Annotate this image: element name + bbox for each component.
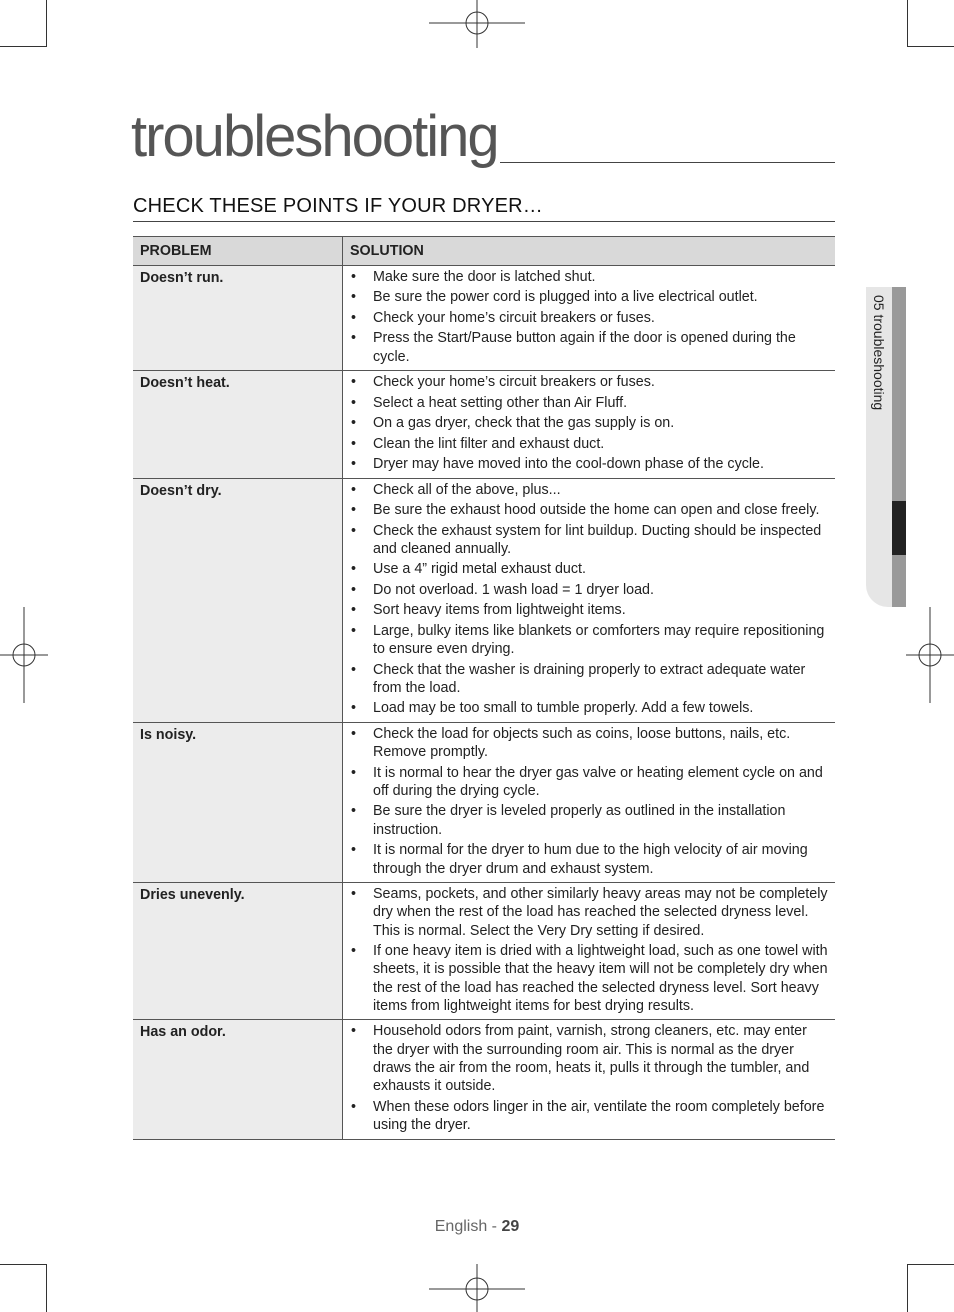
solution-list (343, 725, 829, 878)
registration-mark-bottom (429, 1264, 525, 1312)
crop-mark (907, 1264, 954, 1265)
crop-mark (0, 46, 47, 47)
problem-cell: Has an odor. (133, 1020, 343, 1139)
solution-item: • Do not overload. 1 wash load = 1 dryer load. (343, 581, 829, 599)
solution-list (343, 1022, 829, 1134)
solution-item: • If one heavy item is dried with a lightweight load, such as one towel with sheets, it is possible that the heavy item will not be completely dry when the rest of the load has reached the selected dryness level. Sort heavy items from lightweight items for best drying results. (343, 942, 829, 1015)
solution-item: • It is normal to hear the dryer gas valve or heating element cycle on and off during the drying cycle. (343, 764, 829, 801)
column-header-problem: PROBLEM (133, 237, 343, 266)
solution-list (343, 268, 829, 366)
crop-mark (46, 1264, 47, 1312)
registration-mark-right (906, 607, 954, 703)
page-footer (0, 1218, 954, 1236)
solution-item: • Sort heavy items from lightweight items. (343, 601, 829, 619)
solution-item: • Select a heat setting other than Air Fluff. (343, 394, 829, 412)
page-title: troubleshooting (131, 104, 498, 169)
page-number: 29 (501, 1218, 520, 1235)
solution-item: • Check the exhaust system for lint buildup. Ducting should be inspected and cleaned annually. (343, 522, 829, 559)
section-header (133, 193, 835, 222)
table-row (133, 266, 835, 371)
solution-item: • Clean the lint filter and exhaust duct. (343, 435, 829, 453)
table-row (133, 478, 835, 722)
registration-mark-left (0, 607, 48, 703)
solution-list (343, 481, 829, 718)
solution-cell (343, 478, 836, 722)
solution-item: • Check your home’s circuit breakers or fuses. (343, 309, 829, 327)
solution-item: • Large, bulky items like blankets or comforters may require repositioning to ensure even drying. (343, 622, 829, 659)
solution-item: • Check that the washer is draining properly to extract adequate water from the load. (343, 661, 829, 698)
chapter-tab-bar (892, 287, 906, 607)
solution-item: • Check the load for objects such as coins, loose buttons, nails, etc. Remove promptly. (343, 725, 829, 762)
solution-cell (343, 1020, 836, 1139)
table-row (133, 722, 835, 882)
solution-item: • Load may be too small to tumble properly. Add a few towels. (343, 699, 829, 717)
troubleshooting-table (133, 236, 835, 1140)
table-row (133, 1020, 835, 1139)
problem-cell: Doesn’t run. (133, 266, 343, 371)
solution-item: • Be sure the dryer is leveled properly as outlined in the installation instruction. (343, 802, 829, 839)
solution-item: • Dryer may have moved into the cool-down phase of the cycle. (343, 455, 829, 473)
solution-item: • On a gas dryer, check that the gas supply is on. (343, 414, 829, 432)
crop-mark (0, 1264, 47, 1265)
solution-cell (343, 371, 836, 478)
solution-cell (343, 883, 836, 1020)
problem-cell: Is noisy. (133, 722, 343, 882)
solution-item: • Check all of the above, plus... (343, 481, 829, 499)
crop-mark (907, 1264, 908, 1312)
solution-item: • Check your home’s circuit breakers or fuses. (343, 373, 829, 391)
solution-list (343, 373, 829, 473)
table-row (133, 371, 835, 478)
solution-cell (343, 266, 836, 371)
chapter-tab-label: 05 troubleshooting (871, 295, 887, 411)
solution-item: • Make sure the door is latched shut. (343, 268, 829, 286)
solution-cell (343, 722, 836, 882)
solution-item: • Be sure the power cord is plugged into a live electrical outlet. (343, 288, 829, 306)
registration-mark-top (429, 0, 525, 48)
crop-mark (907, 46, 954, 47)
problem-cell: Doesn’t heat. (133, 371, 343, 478)
crop-mark (46, 0, 47, 47)
section-heading: CHECK THESE POINTS IF YOUR DRYER… (133, 195, 544, 217)
crop-mark (907, 0, 908, 47)
chapter-tab-marker (892, 501, 906, 555)
table-row (133, 883, 835, 1020)
problem-cell: Dries unevenly. (133, 883, 343, 1020)
solution-item: • Press the Start/Pause button again if the door is opened during the cycle. (343, 329, 829, 366)
solution-item: • Seams, pockets, and other similarly heavy areas may not be completely dry when the rest of the load has reached the selected dryness level. This is normal. Select the Very Dry setting if desired. (343, 885, 829, 940)
table-header-row (133, 237, 835, 266)
table-body (133, 266, 835, 1140)
solution-item: • Use a 4” rigid metal exhaust duct. (343, 560, 829, 578)
solution-item: • Be sure the exhaust hood outside the home can open and close freely. (343, 501, 829, 519)
column-header-solution: SOLUTION (343, 237, 836, 266)
solution-item: • When these odors linger in the air, ventilate the room completely before using the dryer. (343, 1098, 829, 1135)
solution-item: • It is normal for the dryer to hum due to the high velocity of air moving through the dryer drum and exhaust system. (343, 841, 829, 878)
solution-item: • Household odors from paint, varnish, strong cleaners, etc. may enter the dryer with the surrounding room air. This is normal as the dryer draws the air from the room, heats it, pulls it through the tumbler, and exhausts it outside. (343, 1022, 829, 1095)
problem-cell: Doesn’t dry. (133, 478, 343, 722)
solution-list (343, 885, 829, 1015)
title-rule (131, 104, 835, 169)
footer-language: English - (434, 1218, 502, 1235)
